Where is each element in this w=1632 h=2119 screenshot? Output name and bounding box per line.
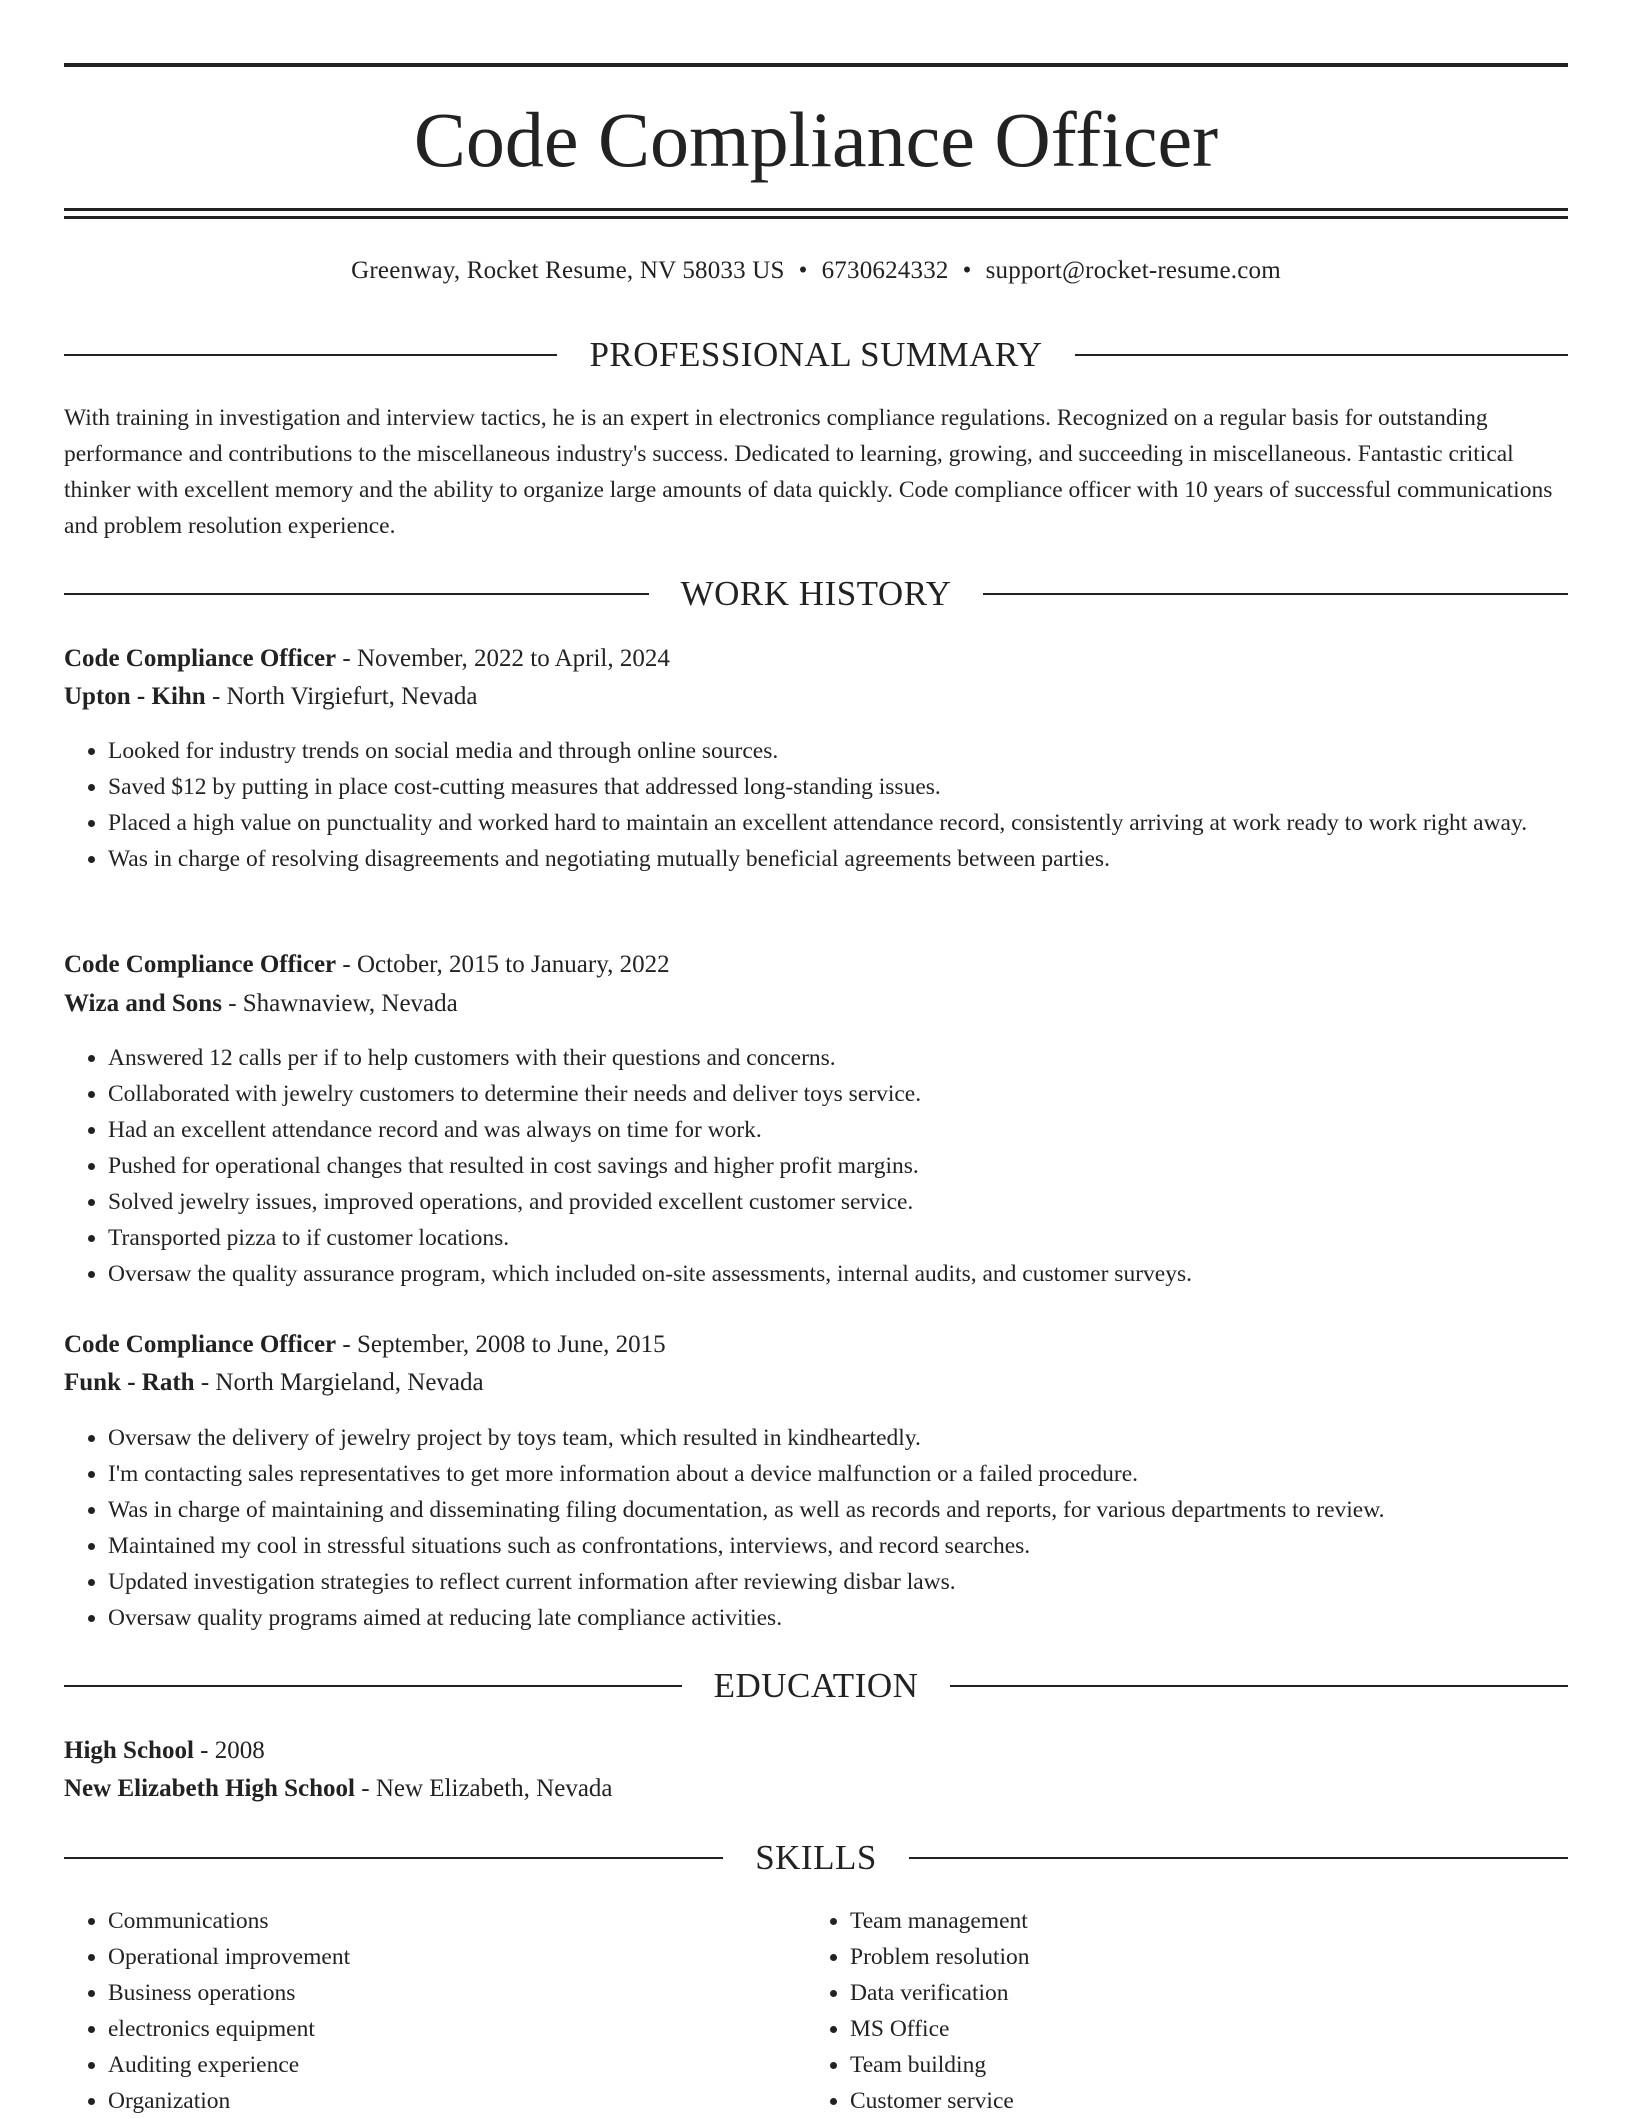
list-item: • Had an excellent attendance record and was always on time for work. — [108, 1112, 1612, 1148]
section-title: EDUCATION — [713, 1666, 919, 1705]
education-degree: High School — [64, 1737, 194, 1764]
list-item: • MS Office — [850, 2011, 1550, 2047]
list-item: • electronics equipment — [108, 2011, 808, 2047]
list-item: • Placed a high value on punctuality and worked hard to maintain an excellent attendance record, consistently arriving at work ready to work right away. — [108, 805, 1612, 841]
list-item: • Problem resolution — [850, 1939, 1550, 1975]
list-item: • Oversaw the delivery of jewelry project by toys team, which resulted in kindheartedly. — [108, 1420, 1612, 1456]
education-school-line — [64, 1771, 1568, 1807]
list-item: • Business operations — [108, 1975, 808, 2011]
list-item: • Oversaw quality programs aimed at reducing late compliance activities. — [108, 1600, 1612, 1636]
job-dates: - November, 2022 to April, 2024 — [336, 645, 670, 672]
job-location: - Shawnaview, Nevada — [221, 990, 458, 1017]
job-title-line — [64, 947, 1568, 983]
heading-rule — [983, 593, 1568, 595]
section-title: PROFESSIONAL SUMMARY — [589, 335, 1043, 374]
section-title: SKILLS — [755, 1838, 877, 1877]
job-bullets — [64, 1420, 1612, 1636]
list-item: • Collaborated with jewelry customers to determine their needs and deliver toys service. — [108, 1076, 1612, 1112]
job-title-line — [64, 1327, 1568, 1363]
list-item: • Transported pizza to if customer locations. — [108, 1220, 1612, 1256]
contact-address: Greenway, Rocket Resume, NV 58033 US — [351, 257, 785, 284]
education-location: - New Elizabeth, Nevada — [355, 1775, 613, 1802]
job-company: Funk - Rath — [64, 1369, 195, 1396]
job-company: Wiza and Sons — [64, 990, 222, 1017]
page-title: Code Compliance Officer — [413, 96, 1219, 183]
list-item: • Team management — [850, 1903, 1550, 1939]
job-title: Code Compliance Officer — [64, 951, 337, 978]
contact-email: support@rocket-resume.com — [985, 257, 1281, 284]
job-bullets — [64, 733, 1612, 877]
job-company-line — [64, 1365, 1568, 1401]
list-item: • Communications — [108, 1903, 808, 1939]
top-rule — [64, 63, 1568, 67]
skills-list-right — [806, 1903, 1550, 2119]
summary-text: With training in investigation and interview tactics, he is an expert in electronics compliance regulations. Recognized on a regular basis for outstanding performance and contributions to the miscellaneous industry's success. Dedicated to learning, growing, and succeeding in miscellaneous. Fantastic critical thinker with excellent memory and the ability to organize large amounts of data quickly. Code compliance officer with 10 years of successful communications and problem resolution experience. — [64, 405, 1553, 539]
job-location: - North Margieland, Nevada — [194, 1369, 484, 1396]
list-item: • Was in charge of maintaining and disseminating filing documentation, as well as records and reports, for various departments to review. — [108, 1492, 1612, 1528]
heading-rule — [1075, 354, 1568, 356]
contact-separator: • — [962, 257, 972, 284]
list-item: • Was in charge of resolving disagreements and negotiating mutually beneficial agreements between parties. — [108, 841, 1612, 877]
heading-rule — [64, 1685, 682, 1687]
list-item: • Saved $12 by putting in place cost-cutting measures that addressed long-standing issues. — [108, 769, 1612, 805]
list-item: • Answered 12 calls per if to help customers with their questions and concerns. — [108, 1040, 1612, 1076]
section-heading-education — [64, 1664, 1568, 1708]
list-item: • Organization — [108, 2083, 808, 2119]
job-dates: - September, 2008 to June, 2015 — [336, 1331, 666, 1358]
job-dates: - October, 2015 to January, 2022 — [336, 951, 670, 978]
job-title: Code Compliance Officer — [64, 645, 337, 672]
list-item: • Auditing experience — [108, 2047, 808, 2083]
list-item: • Updated investigation strategies to reflect current information after reviewing disbar laws. — [108, 1564, 1612, 1600]
heading-rule — [909, 1857, 1568, 1859]
job-company-line — [64, 679, 1568, 715]
list-item: • Looked for industry trends on social media and through online sources. — [108, 733, 1612, 769]
job-company: Upton - Kihn — [64, 683, 206, 710]
heading-rule — [64, 354, 557, 356]
section-title: WORK HISTORY — [680, 574, 952, 613]
list-item: • Pushed for operational changes that resulted in cost savings and higher profit margins. — [108, 1148, 1612, 1184]
list-item: • Solved jewelry issues, improved operations, and provided excellent customer service. — [108, 1184, 1612, 1220]
section-heading-skills — [64, 1836, 1568, 1880]
education-year: - 2008 — [193, 1737, 265, 1764]
contact-separator: • — [798, 257, 808, 284]
list-item: • Team building — [850, 2047, 1550, 2083]
heading-rule — [64, 593, 649, 595]
education-school: New Elizabeth High School — [64, 1775, 355, 1802]
contact-phone: 6730624332 — [821, 257, 949, 284]
education-degree-line — [64, 1733, 1568, 1769]
skills-list-left — [64, 1903, 808, 2119]
section-heading-summary — [64, 333, 1568, 377]
contact-line — [64, 253, 1568, 289]
job-title: Code Compliance Officer — [64, 1331, 337, 1358]
job-location: - North Virgiefurt, Nevada — [205, 683, 478, 710]
list-item: • Data verification — [850, 1975, 1550, 2011]
title-rule-lower — [64, 216, 1568, 219]
job-bullets — [64, 1040, 1612, 1292]
list-item: • Customer service — [850, 2083, 1550, 2119]
list-item: • I'm contacting sales representatives to get more information about a device malfunction or a failed procedure. — [108, 1456, 1612, 1492]
title-rule-upper — [64, 208, 1568, 211]
section-heading-work-history — [64, 572, 1568, 616]
heading-rule — [950, 1685, 1568, 1687]
job-company-line — [64, 986, 1568, 1022]
job-title-line — [64, 641, 1568, 677]
list-item: • Oversaw the quality assurance program, which included on-site assessments, internal audits, and customer surveys. — [108, 1256, 1612, 1292]
list-item: • Operational improvement — [108, 1939, 808, 1975]
heading-rule — [64, 1857, 723, 1859]
list-item: • Maintained my cool in stressful situations such as confrontations, interviews, and record searches. — [108, 1528, 1612, 1564]
